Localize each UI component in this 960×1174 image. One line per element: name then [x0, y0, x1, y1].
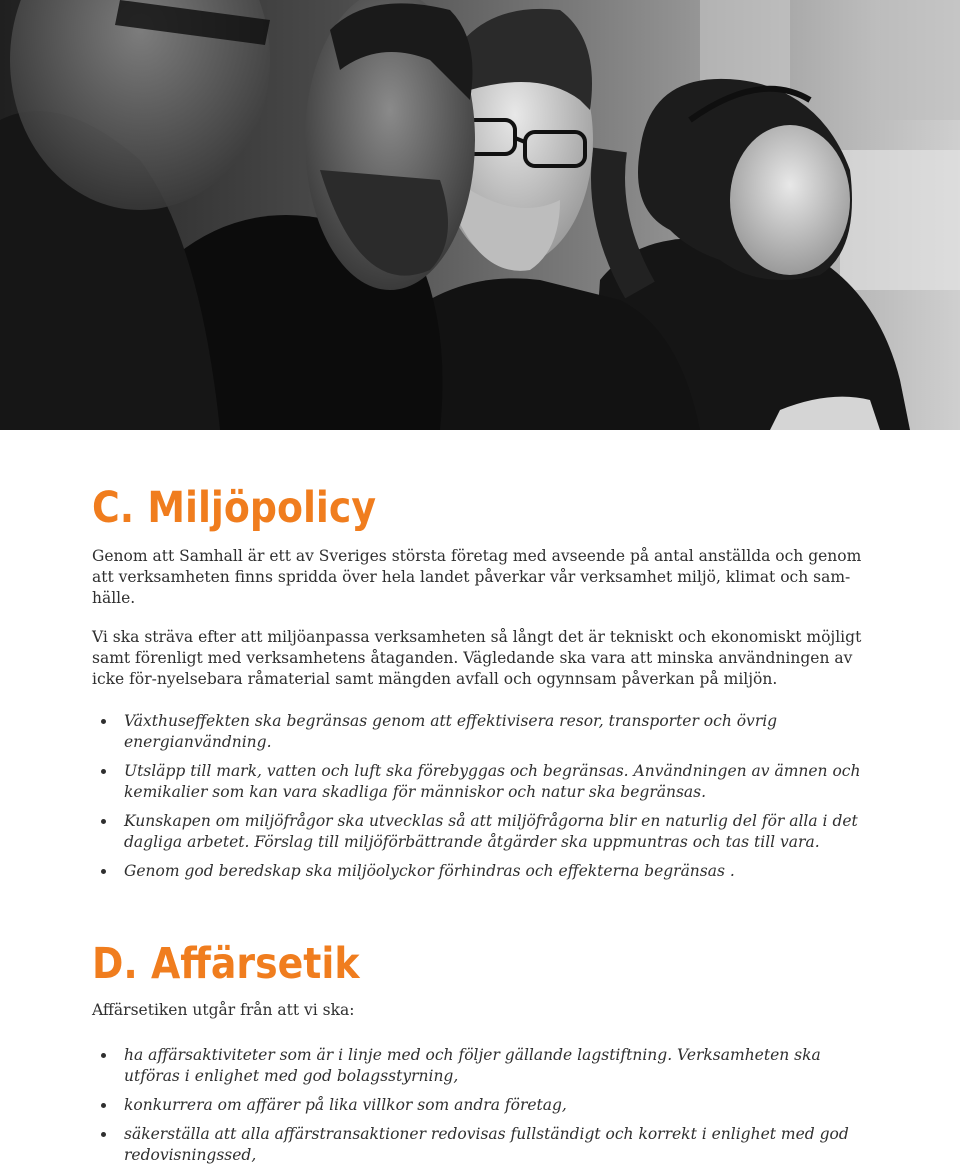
people-working-photo-icon [0, 0, 960, 430]
list-item-text: Kunskapen om miljöfrågor ska utvecklas så att miljöfrågorna blir en naturlig del för alla i det dagliga arbetet. Förslag till miljöförbättrande åtgärder ska uppmuntras och tas till vara. [124, 812, 858, 851]
list-item [92, 1045, 872, 1087]
section-d-intro: Affärsetiken utgår från att vi ska: [92, 1001, 355, 1019]
header-photo [0, 0, 960, 430]
bullet-icon [101, 819, 106, 824]
bullet-icon [101, 869, 106, 874]
page-content [92, 478, 872, 1174]
list-item [92, 1124, 872, 1166]
list-item-text: säkerställa att alla affärstransaktioner redovisas fullständigt och korrekt i enlighet med god redovisningssed, [124, 1125, 849, 1164]
list-item [92, 1095, 872, 1116]
list-item [92, 811, 872, 853]
bullet-icon [101, 719, 106, 724]
bullet-icon [101, 769, 106, 774]
section-c-paragraph-1: Genom att Samhall är ett av Sveriges största företag med avseende på antal anställda och genom att verksamheten finns spridda över hela landet påverkar vår verksamhet miljö, klimat och samhälle. [92, 547, 862, 607]
section-d-title: D. Affärsetik [92, 939, 360, 989]
section-c-bullet-list [92, 711, 872, 882]
list-item-text: Genom god beredskap ska miljöolyckor förhindras och effekterna begränsas . [124, 862, 735, 880]
section-c-title: C. Miljöpolicy [92, 483, 377, 533]
bullet-icon [101, 1103, 106, 1108]
list-item [92, 861, 872, 882]
list-item [92, 761, 872, 803]
list-item-text: ha affärsaktiviteter som är i linje med och följer gällande lagstiftning. Verksamheten ska utföras i enlighet med god bolagsstyrning, [124, 1046, 821, 1085]
section-d-bullet-list [92, 1045, 872, 1166]
list-item [92, 711, 872, 753]
section-c-paragraph-2: Vi ska sträva efter att miljöanpassa verksamheten så långt det är tekniskt och ekonomiskt möjligt samt förenligt med verksamhetens åtaganden. Vägledande ska vara att minska användningen av icke för-nyelsebara råmaterial samt mängden avfall och ogynnsam påverkan på miljön. [92, 628, 862, 688]
bullet-icon [101, 1053, 106, 1058]
bullet-icon [101, 1132, 106, 1137]
list-item-text: Växthuseffekten ska begränsas genom att effektivisera resor, transporter och övrig energianvändning. [124, 712, 778, 751]
list-item-text: konkurrera om affärer på lika villkor som andra företag, [124, 1096, 567, 1114]
list-item-text: Utsläpp till mark, vatten och luft ska förebyggas och begränsas. Användningen av ämnen och kemikalier som kan vara skadliga för människor och natur ska begränsas. [124, 762, 861, 801]
